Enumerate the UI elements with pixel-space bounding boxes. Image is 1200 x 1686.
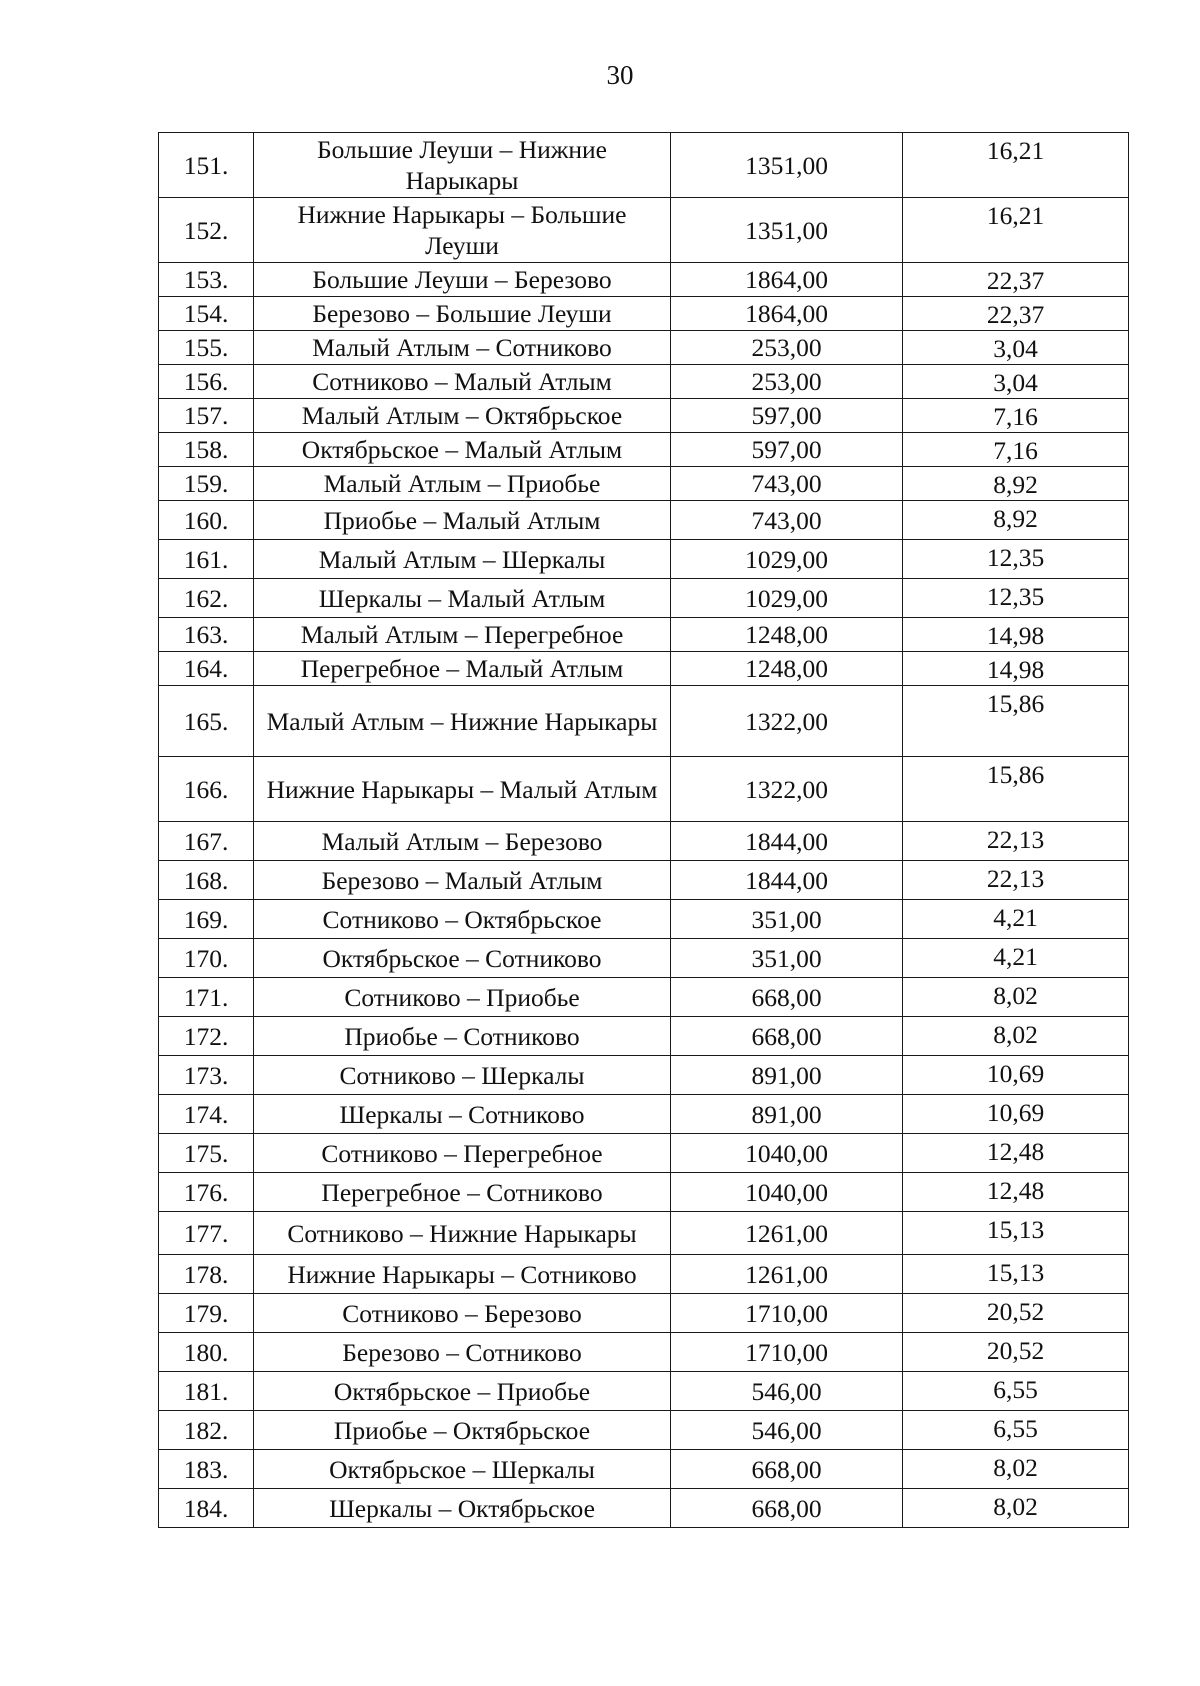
row-number-cell: 161. <box>159 540 254 579</box>
table-row <box>159 1411 1129 1450</box>
distance-cell: 891,00 <box>671 1095 903 1134</box>
distance-cell: 891,00 <box>671 1056 903 1095</box>
table-row <box>159 1489 1129 1528</box>
distance-cell: 668,00 <box>671 1017 903 1056</box>
table-row <box>159 1255 1129 1294</box>
distance-cell: 351,00 <box>671 900 903 939</box>
row-number-cell: 183. <box>159 1450 254 1489</box>
route-cell: Перегребное – Малый Атлым <box>254 652 671 686</box>
route-cell: Нижние Нарыкары – Большие Леуши <box>254 198 671 263</box>
table-row <box>159 1017 1129 1056</box>
table-row <box>159 939 1129 978</box>
route-cell: Сотниково – Нижние Нарыкары <box>254 1212 671 1255</box>
row-number-cell: 174. <box>159 1095 254 1134</box>
distance-cell: 668,00 <box>671 978 903 1017</box>
value-cell: 6,55 <box>903 1411 1129 1450</box>
distance-cell: 1351,00 <box>671 198 903 263</box>
distance-cell: 1040,00 <box>671 1173 903 1212</box>
distance-cell: 1261,00 <box>671 1255 903 1294</box>
value-cell: 15,13 <box>903 1212 1129 1255</box>
table-row <box>159 618 1129 652</box>
table-row <box>159 1450 1129 1489</box>
value-cell: 14,98 <box>903 618 1129 652</box>
distance-cell: 668,00 <box>671 1450 903 1489</box>
value-cell: 22,37 <box>903 297 1129 331</box>
distance-cell: 1029,00 <box>671 579 903 618</box>
route-cell: Малый Атлым – Шеркалы <box>254 540 671 579</box>
route-cell: Приобье – Малый Атлым <box>254 501 671 540</box>
value-cell: 15,86 <box>903 757 1129 822</box>
route-cell: Октябрьское – Малый Атлым <box>254 433 671 467</box>
value-cell: 3,04 <box>903 365 1129 399</box>
row-number-cell: 153. <box>159 263 254 297</box>
row-number-cell: 173. <box>159 1056 254 1095</box>
table-row <box>159 1056 1129 1095</box>
row-number-cell: 166. <box>159 757 254 822</box>
table-row <box>159 365 1129 399</box>
table-row <box>159 579 1129 618</box>
table-row <box>159 263 1129 297</box>
table-row <box>159 900 1129 939</box>
route-cell: Октябрьское – Сотниково <box>254 939 671 978</box>
table-row <box>159 1372 1129 1411</box>
row-number-cell: 163. <box>159 618 254 652</box>
row-number-cell: 157. <box>159 399 254 433</box>
route-cell: Приобье – Сотниково <box>254 1017 671 1056</box>
value-cell: 16,21 <box>903 198 1129 263</box>
distance-cell: 351,00 <box>671 939 903 978</box>
route-cell: Малый Атлым – Октябрьское <box>254 399 671 433</box>
route-cell: Приобье – Октябрьское <box>254 1411 671 1450</box>
table-row <box>159 822 1129 861</box>
table-body <box>159 133 1129 1528</box>
distance-cell: 743,00 <box>671 467 903 501</box>
route-cell: Сотниково – Приобье <box>254 978 671 1017</box>
table-row <box>159 399 1129 433</box>
route-cell: Шеркалы – Сотниково <box>254 1095 671 1134</box>
row-number-cell: 156. <box>159 365 254 399</box>
value-cell: 12,48 <box>903 1134 1129 1173</box>
distance-cell: 1844,00 <box>671 861 903 900</box>
value-cell: 8,02 <box>903 978 1129 1017</box>
value-cell: 10,69 <box>903 1095 1129 1134</box>
distance-cell: 597,00 <box>671 433 903 467</box>
route-cell: Нижние Нарыкары – Сотниково <box>254 1255 671 1294</box>
value-cell: 20,52 <box>903 1333 1129 1372</box>
value-cell: 14,98 <box>903 652 1129 686</box>
row-number-cell: 177. <box>159 1212 254 1255</box>
row-number-cell: 158. <box>159 433 254 467</box>
route-table <box>158 132 1129 1528</box>
route-cell: Сотниково – Малый Атлым <box>254 365 671 399</box>
value-cell: 22,13 <box>903 822 1129 861</box>
table-row <box>159 331 1129 365</box>
route-cell: Октябрьское – Шеркалы <box>254 1450 671 1489</box>
route-cell: Малый Атлым – Сотниково <box>254 331 671 365</box>
route-cell: Сотниково – Березово <box>254 1294 671 1333</box>
distance-cell: 1864,00 <box>671 297 903 331</box>
route-cell: Малый Атлым – Нижние Нарыкары <box>254 686 671 757</box>
distance-cell: 546,00 <box>671 1372 903 1411</box>
route-cell: Сотниково – Перегребное <box>254 1134 671 1173</box>
route-cell: Большие Леуши – Березово <box>254 263 671 297</box>
table-row <box>159 1333 1129 1372</box>
route-cell: Сотниково – Октябрьское <box>254 900 671 939</box>
row-number-cell: 172. <box>159 1017 254 1056</box>
table-row <box>159 297 1129 331</box>
distance-cell: 597,00 <box>671 399 903 433</box>
value-cell: 22,37 <box>903 263 1129 297</box>
value-cell: 8,92 <box>903 467 1129 501</box>
route-cell: Октябрьское – Приобье <box>254 1372 671 1411</box>
route-cell: Нижние Нарыкары – Малый Атлым <box>254 757 671 822</box>
row-number-cell: 159. <box>159 467 254 501</box>
row-number-cell: 162. <box>159 579 254 618</box>
value-cell: 12,48 <box>903 1173 1129 1212</box>
table-row <box>159 978 1129 1017</box>
distance-cell: 1248,00 <box>671 618 903 652</box>
row-number-cell: 169. <box>159 900 254 939</box>
route-cell: Шеркалы – Октябрьское <box>254 1489 671 1528</box>
value-cell: 15,86 <box>903 686 1129 757</box>
distance-cell: 1261,00 <box>671 1212 903 1255</box>
value-cell: 8,02 <box>903 1489 1129 1528</box>
table-row <box>159 1294 1129 1333</box>
distance-cell: 1710,00 <box>671 1333 903 1372</box>
table-row <box>159 198 1129 263</box>
value-cell: 7,16 <box>903 399 1129 433</box>
table-row <box>159 686 1129 757</box>
row-number-cell: 175. <box>159 1134 254 1173</box>
value-cell: 8,92 <box>903 501 1129 540</box>
row-number-cell: 180. <box>159 1333 254 1372</box>
row-number-cell: 160. <box>159 501 254 540</box>
distance-cell: 743,00 <box>671 501 903 540</box>
distance-cell: 1322,00 <box>671 757 903 822</box>
row-number-cell: 155. <box>159 331 254 365</box>
table-row <box>159 1212 1129 1255</box>
table-row <box>159 1134 1129 1173</box>
table-row <box>159 1173 1129 1212</box>
value-cell: 12,35 <box>903 579 1129 618</box>
route-cell: Перегребное – Сотниково <box>254 1173 671 1212</box>
table-row <box>159 501 1129 540</box>
table-row <box>159 133 1129 198</box>
row-number-cell: 170. <box>159 939 254 978</box>
distance-cell: 1248,00 <box>671 652 903 686</box>
value-cell: 22,13 <box>903 861 1129 900</box>
value-cell: 4,21 <box>903 939 1129 978</box>
distance-cell: 1322,00 <box>671 686 903 757</box>
value-cell: 12,35 <box>903 540 1129 579</box>
row-number-cell: 181. <box>159 1372 254 1411</box>
route-cell: Малый Атлым – Перегребное <box>254 618 671 652</box>
row-number-cell: 176. <box>159 1173 254 1212</box>
row-number-cell: 182. <box>159 1411 254 1450</box>
table-row <box>159 433 1129 467</box>
row-number-cell: 167. <box>159 822 254 861</box>
distance-cell: 668,00 <box>671 1489 903 1528</box>
row-number-cell: 165. <box>159 686 254 757</box>
row-number-cell: 154. <box>159 297 254 331</box>
table-row <box>159 540 1129 579</box>
value-cell: 4,21 <box>903 900 1129 939</box>
route-cell: Березово – Малый Атлым <box>254 861 671 900</box>
route-cell: Большие Леуши – Нижние Нарыкары <box>254 133 671 198</box>
value-cell: 8,02 <box>903 1017 1129 1056</box>
distance-cell: 1029,00 <box>671 540 903 579</box>
value-cell: 10,69 <box>903 1056 1129 1095</box>
distance-cell: 1844,00 <box>671 822 903 861</box>
row-number-cell: 178. <box>159 1255 254 1294</box>
route-cell: Малый Атлым – Березово <box>254 822 671 861</box>
distance-cell: 253,00 <box>671 331 903 365</box>
distance-cell: 546,00 <box>671 1411 903 1450</box>
distance-cell: 253,00 <box>671 365 903 399</box>
page-number: 30 <box>606 60 634 90</box>
value-cell: 3,04 <box>903 331 1129 365</box>
table-row <box>159 1095 1129 1134</box>
distance-cell: 1710,00 <box>671 1294 903 1333</box>
table-row <box>159 757 1129 822</box>
row-number-cell: 151. <box>159 133 254 198</box>
route-cell: Березово – Сотниково <box>254 1333 671 1372</box>
route-cell: Березово – Большие Леуши <box>254 297 671 331</box>
distance-cell: 1040,00 <box>671 1134 903 1173</box>
row-number-cell: 152. <box>159 198 254 263</box>
row-number-cell: 184. <box>159 1489 254 1528</box>
value-cell: 20,52 <box>903 1294 1129 1333</box>
distance-cell: 1864,00 <box>671 263 903 297</box>
row-number-cell: 164. <box>159 652 254 686</box>
distance-cell: 1351,00 <box>671 133 903 198</box>
table-row <box>159 467 1129 501</box>
route-cell: Сотниково – Шеркалы <box>254 1056 671 1095</box>
value-cell: 16,21 <box>903 133 1129 198</box>
route-cell: Шеркалы – Малый Атлым <box>254 579 671 618</box>
row-number-cell: 179. <box>159 1294 254 1333</box>
route-cell: Малый Атлым – Приобье <box>254 467 671 501</box>
value-cell: 15,13 <box>903 1255 1129 1294</box>
row-number-cell: 168. <box>159 861 254 900</box>
value-cell: 7,16 <box>903 433 1129 467</box>
row-number-cell: 171. <box>159 978 254 1017</box>
value-cell: 6,55 <box>903 1372 1129 1411</box>
table-row <box>159 652 1129 686</box>
value-cell: 8,02 <box>903 1450 1129 1489</box>
table-row <box>159 861 1129 900</box>
